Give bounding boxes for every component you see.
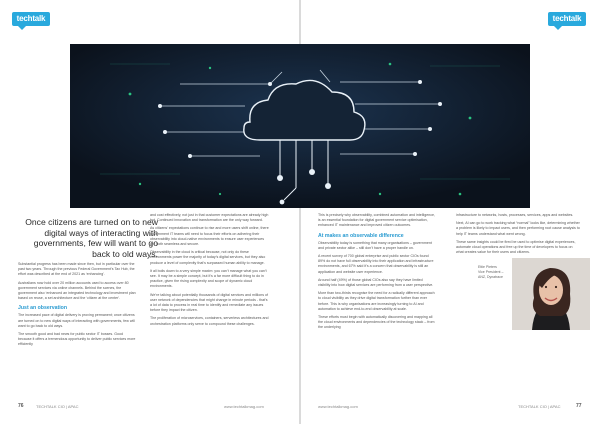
paragraph: Around half (49%) of those global CIOs also say they have limited visibility into how digital services are performing from a user perspective. — [318, 277, 434, 288]
magazine-label-left: TECHTALK CIO | APAC — [36, 404, 79, 409]
caption-company: ANZ, Dynatrace — [478, 274, 503, 279]
paragraph: More than two-thirds recognise the need for a radically different approach to cloud visibility as they drive digital transformation further than ever before. This is why organisations are increasingly turning to AI and automation to achieve end-to-end observability at scale. — [318, 291, 435, 311]
third-column — [318, 213, 436, 334]
magazine-label-right: TECHTALK CIO | APAC — [518, 404, 561, 409]
author-portrait — [512, 258, 590, 330]
paragraph: The proliferation of microservices, containers, serverless architectures and orchestration platforms only serve to compound these challenges. — [150, 316, 269, 326]
second-column — [150, 213, 270, 330]
page-number-left: 76 — [18, 403, 24, 409]
url-left: www.techtalkmag.com — [224, 404, 264, 409]
portrait-illustration — [512, 258, 590, 330]
photo-caption — [478, 265, 510, 279]
paragraph: The smooth good and bad news for public sector IT bosses. Good because it offers a tremendous opportunity to deliver public services more efficiently — [18, 332, 136, 347]
caption-name: Ettie Pieters — [478, 265, 497, 269]
paragraph: The increased pace of digital delivery is proving permanent; once citizens are turned on to new digital ways of interacting with governments, few will want to go back to old ways. — [18, 313, 135, 328]
techtalk-logo-left: techtalk — [12, 12, 50, 26]
section-heading: At makes an observable difference — [318, 232, 404, 239]
paragraph: infrastructure to networks, hosts, processes, services, apps and websites. — [456, 213, 574, 217]
paragraph: These same insights could be fired be used to optimise digital experiences, automate cloud operations and free up the time of developers to focus on what creates value for their users and citizens. — [456, 239, 576, 255]
paragraph: Observability in the cloud is critical because, not only do these environments power the majority of today’s digital services, but they also produce a level of complexity that’s surpassed human ability to manage. — [150, 250, 266, 265]
section-heading: Just an observation — [18, 305, 68, 312]
cloud-circuit-illustration — [70, 44, 530, 208]
hero-image-cloud-circuit — [70, 44, 530, 208]
paragraph: Observability today is something that many organisations – government and private sector alike – still don’t have a proper handle on. — [318, 240, 432, 250]
paragraph: Australians now hold over 20 million accounts used to access over 80 government services via online channels. Behind the scenes, the government also ‘enhanced an integrated technology and investment plan based on reuse, a set architecture and the ‘citizen at the center’. — [18, 280, 136, 301]
caption-title: Vice President – — [478, 269, 504, 274]
paragraph: We’re talking about potentially thousands of digital services and millions of user network of dependencies that might change in minute periods - that’s a lot of data to process in real time to identify and remediate any issues before they impact the citizen. — [150, 292, 268, 313]
left-column — [18, 262, 136, 351]
paragraph: Substantial progress has been made since then, but in particular over the past two years. Through the previous Federal Government’s Tax Hub, the effort was described at the end of 2021 as ‘enhancing’. — [18, 262, 135, 277]
fourth-column — [456, 213, 580, 258]
url-right: www.techtalkmag.com — [318, 404, 358, 409]
paragraph: Next, AI can go to work tracking what “normal” looks like, determining whether a problem is likely to impact users, and then performing root cause analysis to help IT teams understand what went wrong. — [456, 221, 580, 236]
paragraph: This is precisely why observability, combined automation and intelligence, is an essential foundation for digital government service optimisation, enhanced IT maintenance and improved citizen outcomes. — [318, 213, 435, 228]
page-number-right: 77 — [576, 403, 582, 409]
paragraph: It all boils down to a very simple maxim: you can’t manage what you can’t see. It may be a simple concept, but it’s a far more difficult thing to do in practice, given the rising complexity and scope of dynamic cloud environments. — [150, 268, 267, 289]
paragraph: As citizens’ expectations continue to rise and more users shift online, there government IT teams will need to focus their efforts on adhering their observability into cloud-native environments to ensure user experiences are both seamless and secure. — [150, 226, 269, 247]
techtalk-logo-right: techtalk — [548, 12, 586, 26]
pull-quote: Once citizens are turned on to new digital ways of interacting with governments, few will want to go back to old ways. — [25, 217, 158, 259]
paragraph: A recent survey of 700 global enterprise and public sector CIOs found 89% do not have full observability into their application and infrastructure environments, and 67% said it’s a concern that observability is still an application and website user experience. — [318, 254, 434, 274]
paragraph: These efforts must begin with automatically discovering and mapping all the cloud environments and dependencies of the technology stack – from the underlying — [318, 315, 435, 330]
paragraph: and cost effectively, not just in that customer expectations are already high but. Continued innovation and transformation are the only way forward. — [150, 213, 269, 223]
